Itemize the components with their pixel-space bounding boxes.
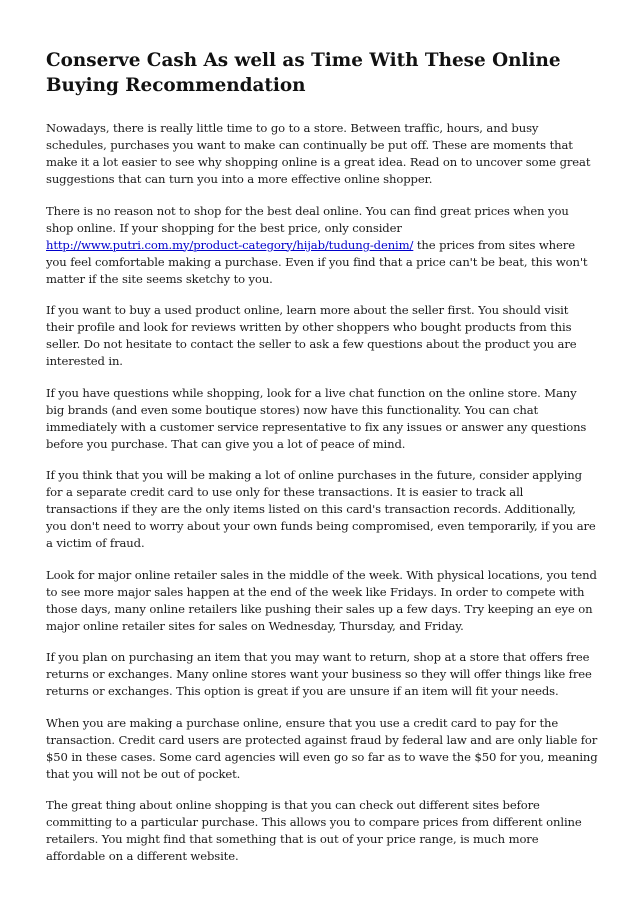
paragraph-2 <box>46 203 598 288</box>
product-link[interactable]: http://www.putri.com.my/product-category/hijab/tudung-denim/ <box>46 237 414 252</box>
document-page <box>46 48 598 880</box>
paragraph-6: Look for major online retailer sales in the middle of the week. With physical locations, you tend to see more major sales happen at the end of the week like Fridays. In order to compete with those days, many online retailers like pushing their sales up a few days. Try keeping an eye on major online retailer sites for sales on Wednesday, Thursday, and Friday. <box>46 567 597 633</box>
paragraph-5: If you think that you will be making a lot of online purchases in the future, consider applying for a separate credit card to use only for these transactions. It is easier to track all transactions if they are the only items listed on this card's transaction records. Additionally, you don't need to worry about your own funds being compromised, even temporarily, if you are a victim of fraud. <box>46 468 596 550</box>
paragraph-9: The great thing about online shopping is that you can check out different sites before committing to a particular purchase. This allows you to compare prices from different online retailers. You might find that something that is out of your price range, is much more affordable on a different website. <box>46 798 582 863</box>
paragraph-7: If you plan on purchasing an item that you may want to return, shop at a store that offers free returns or exchanges. Many online stores want your business so they will offer things like free returns or exchanges. This option is great if you are unsure if an item will fit your needs. <box>46 650 592 698</box>
paragraph-2-before: There is no reason not to shop for the best deal online. You can find great prices when you shop online. If your shopping for the best price, only consider <box>46 203 569 235</box>
document-title: Conserve Cash As well as Time With These Online Buying Recommendation <box>46 50 561 96</box>
paragraph-2-after: the prices from sites where you feel comfortable making a purchase. Even if you find that a price can't be beat, this won't matter if the site seems sketchy to you. <box>46 237 588 286</box>
paragraph-3: If you want to buy a used product online, learn more about the seller first. You should visit their profile and look for reviews written by other shoppers who bought products from this seller. Do not hesitate to contact the seller to ask a few questions about the product you are interested in. <box>46 303 577 368</box>
paragraph-1: Nowadays, there is really little time to go to a store. Between traffic, hours, and busy schedules, purchases you want to make can continually be put off. These are moments that make it a lot easier to see why shopping online is a great idea. Read on to uncover some great suggestions that can turn you into a more effective online shopper. <box>46 121 591 186</box>
paragraph-4: If you have questions while shopping, look for a live chat function on the online store. Many big brands (and even some boutique stores) now have this functionality. You can chat immediately with a customer service representative to fix any issues or answer any questions before you purchase. That can give you a lot of peace of mind. <box>46 385 587 451</box>
paragraph-8: When you are making a purchase online, ensure that you use a credit card to pay for the transaction. Credit card users are protected against fraud by federal law and are only liable for $50 in these cases. Some card agencies will even go so far as to wave the $50 for you, meaning that you will not be out of pocket. <box>46 715 598 781</box>
